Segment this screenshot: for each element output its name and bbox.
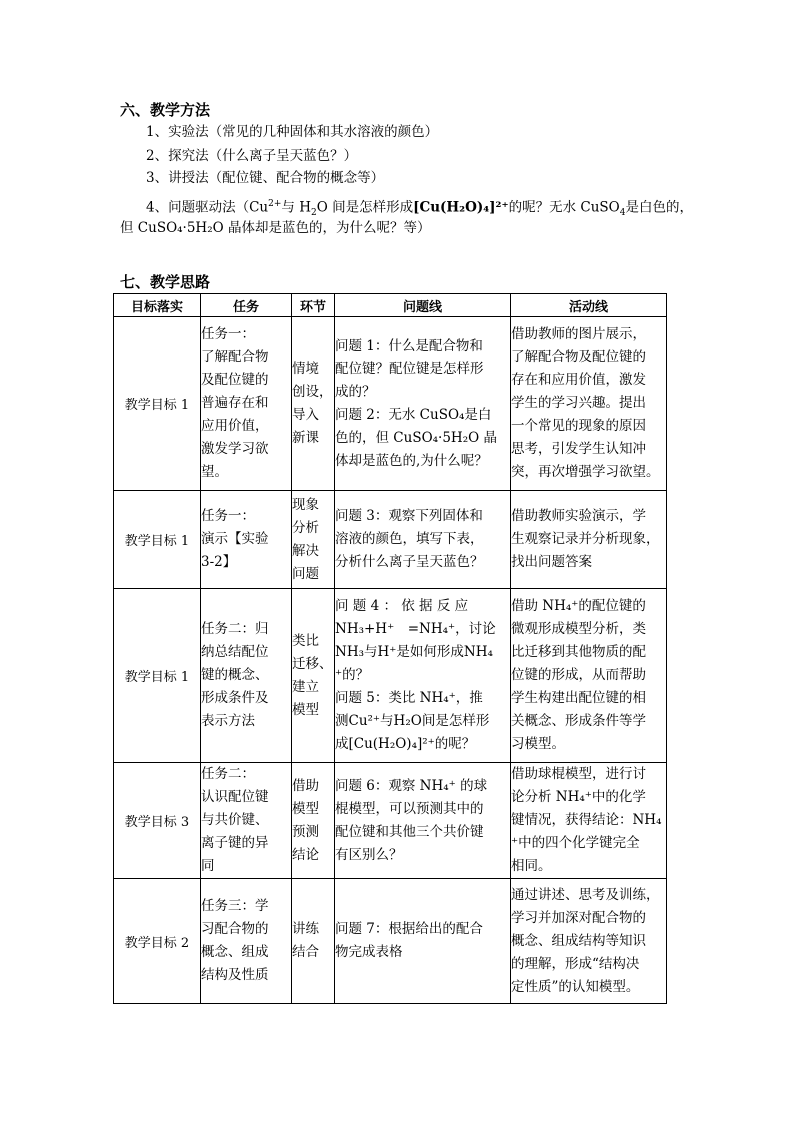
activity-cell-line: 借助教师的图片展示， [511,326,646,342]
method-4-complex: [Cu(H₂O)₄]²⁺ [413,199,509,216]
method-4-sub: 2 [310,208,317,219]
activity-cell-line: 一个常见的现象的原因 [511,418,646,434]
question-cell-line: 色的，但 CuSO₄·5H₂O 晶 [335,429,497,446]
goal-cell: 教学目标 1 [114,589,201,763]
question-cell-line: 分析什么离子呈天蓝色？ [335,554,484,570]
header-task: 任务 [201,294,292,317]
question-cell-line: NH₃与H⁺是如何形成NH₄ [335,644,493,660]
stage-cell-line: 迁移、 [292,655,333,672]
activity-cell-line: 学生的学习兴趣。提出 [511,395,646,411]
stage-cell-line: 类比 [292,632,319,649]
activity-cell-line: 键情况，获得结论：NH₄ [511,812,662,828]
question-cell-line: 问题 6：观察 NH₄⁺ 的球 [335,777,488,794]
activity-cell-line: 的理解，形成“结构决 [511,955,640,972]
method-4-text: 是白色的， [625,199,693,216]
stage-cell [292,491,335,589]
table-row [114,317,667,491]
activity-cell-line: 突，再次增强学习欲望。 [511,464,660,480]
question-cell-line: 配位键？配位键是怎样形 [335,360,484,377]
activity-cell-line: 借助 NH₄⁺的配位键的 [511,598,646,614]
stage-cell-line: 模型 [292,701,319,718]
question-cell-line: 问题 2：无水 CuSO₄是白 [335,406,492,423]
task-cell [201,317,292,491]
task-cell-line: 激发学习欲 [201,441,269,457]
section-7-title: 七、教学思路 [120,273,211,291]
task-cell-line: 结构及性质 [201,967,269,983]
activity-cell-line: 找出问题答案 [511,554,592,570]
stage-cell-line: 建立 [292,678,319,695]
question-cell-line: 成[Cu(H₂O)₄]²⁺的呢？ [335,736,476,752]
question-cell-line: 有区别么？ [335,846,403,863]
task-cell-line: 及配位键的 [201,372,269,388]
stage-cell [292,879,335,1004]
task-cell-line: 了解配合物 [201,349,269,365]
task-cell-line: 认识配位键 [201,789,269,805]
activity-cell-line: 思考，引发学生认知冲 [511,441,646,457]
task-cell-line: 任务二： [201,766,255,782]
activity-cell-line: 学生构建出配位键的相 [511,690,646,706]
task-cell-line: 键的概念、 [201,667,269,683]
stage-cell-line: 讲练 [292,921,319,937]
question-cell-line: 体却是蓝色的,为什么呢？ [335,452,488,469]
question-cell-line: 问题 5：类比 NH₄⁺，推 [335,690,483,706]
task-cell-line: 任务二：归 [201,621,269,637]
stage-cell-line: 问题 [292,565,319,582]
activity-cell-line: 位键的形成，从而帮助 [511,667,646,683]
method-3: 3、讲授法（配位键、配合物的概念等） [146,170,385,186]
activity-cell-line: 微观形成模型分析，类 [511,621,646,637]
stage-cell-line: 结论 [292,846,319,863]
method-4-sup: 2+ [268,199,282,209]
stage-cell [292,763,335,879]
activity-cell [511,763,667,879]
method-4-text: O 间是怎样形成 [316,199,414,216]
question-cell-line: 问题 7：根据给出的配合 [335,921,483,937]
stage-cell-line: 现象 [292,496,319,513]
activity-cell-line: 关概念、形成条件等学 [511,713,646,729]
task-cell-line: 望。 [201,464,228,480]
task-cell-line: 3-2】 [201,554,237,570]
method-2: 2、探究法（什么离子呈天蓝色？） [146,148,358,164]
stage-cell-line: 结合 [292,944,319,960]
activity-cell-line: 相同。 [511,858,552,874]
task-cell [201,589,292,763]
task-cell-line: 任务三：学 [201,898,269,914]
goal-cell: 教学目标 3 [114,763,201,879]
task-cell [201,491,292,589]
question-cell [335,317,511,491]
question-cell-line: 成的？ [335,383,376,400]
activity-cell [511,317,667,491]
activity-cell-line: 借助教师实验演示，学 [511,508,646,524]
stage-cell-line: 导入 [292,406,319,423]
stage-cell [292,317,335,491]
question-cell-line: 测Cu²⁺与H₂O间是怎样形 [335,713,490,729]
question-cell-line: 问题 1：什么是配合物和 [335,337,483,354]
stage-cell-line: 分析 [292,519,319,536]
section-6-title: 六、教学方法 [120,101,211,119]
task-cell-line: 习配合物的 [201,921,269,937]
task-cell-line: 演示【实验 [201,531,269,547]
table-row [114,491,667,589]
task-cell-line: 同 [201,858,215,874]
activity-cell [511,879,667,1004]
task-cell-line: 与共价键、 [201,812,269,828]
activity-cell-line: 借助球棍模型，进行讨 [511,766,646,782]
stage-cell-line: 预测 [292,823,319,840]
question-cell-line: NH₃+H⁺ =NH₄⁺，讨论 [335,621,496,637]
task-cell-line: 应用价值， [201,418,269,434]
activity-cell-line: 通过讲述、思考及训练， [511,886,660,903]
question-cell [335,491,511,589]
stage-cell-line: 借助 [292,777,319,794]
question-cell-line: 棍模型，可以预测其中的 [335,800,484,817]
task-cell-line: 普遍存在和 [201,395,269,411]
activity-cell-line: 论分析 NH₄⁺中的化学 [511,789,646,805]
task-cell [201,763,292,879]
table-row [114,879,667,1004]
stage-cell [292,589,335,763]
stage-cell-line: 模型 [292,800,319,817]
stage-cell-line: 新课 [292,429,319,446]
table-row [114,763,667,879]
activity-cell-line: 学习并加深对配合物的 [511,909,646,926]
task-cell-line: 纳总结配位 [201,644,269,660]
question-cell [335,879,511,1004]
header-activity: 活动线 [511,294,667,317]
question-cell-line: 问 题 4 ： 依 据 反 应 [335,598,469,614]
task-cell-line: 离子键的异 [201,835,269,851]
question-cell-line: 配位键和其他三个共价键 [335,823,484,840]
teaching-plan-table [113,293,667,1004]
table-header-row [114,294,667,317]
method-4-text: 与 H [281,199,311,216]
task-cell-line: 形成条件及 [201,690,269,706]
task-cell-line: 表示方法 [201,713,255,729]
header-goal: 目标落实 [114,294,201,317]
question-cell-line: 溶液的颜色，填写下表， [335,531,484,547]
question-cell [335,589,511,763]
method-4-line-2: 但 CuSO₄·5H₂O 晶体却是蓝色的，为什么呢？等） [120,220,431,236]
table-row [114,589,667,763]
activity-cell-line: 了解配合物及配位键的 [511,349,646,365]
activity-cell [511,491,667,589]
question-cell-line: 问题 3：观察下列固体和 [335,508,483,524]
activity-cell-line: 生观察记录并分析现象， [511,531,660,547]
question-cell [335,763,511,879]
activity-cell-line: 定性质”的认知模型。 [511,978,640,995]
activity-cell [511,589,667,763]
stage-cell-line: 解决 [292,542,319,559]
header-question: 问题线 [335,294,511,317]
task-cell-line: 概念、组成 [201,944,269,960]
method-4-text: 的呢？无水 CuSO [508,199,620,216]
method-4-text: 4、问题驱动法（Cu [146,199,269,216]
goal-cell: 教学目标 1 [114,317,201,491]
activity-cell-line: 比迁移到其他物质的配 [511,644,646,660]
question-cell-line: ⁺的？ [335,667,370,683]
task-cell [201,879,292,1004]
method-4-sub: 4 [619,208,626,219]
method-1: 1、实验法（常见的几种固体和其水溶液的颜色） [146,124,439,140]
stage-cell-line: 创设， [292,383,333,400]
task-cell-line: 任务一： [201,508,255,524]
task-cell-line: 任务一： [201,326,255,342]
activity-cell-line: 概念、组成结构等知识 [511,932,646,949]
stage-cell-line: 情境 [292,360,319,377]
header-stage: 环节 [292,294,335,317]
activity-cell-line: 存在和应用价值，激发 [511,372,646,388]
goal-cell: 教学目标 2 [114,879,201,1004]
activity-cell-line: ⁺中的四个化学键完全 [511,835,640,851]
activity-cell-line: 习模型。 [511,736,565,752]
question-cell-line: 物完成表格 [335,944,403,960]
goal-cell: 教学目标 1 [114,491,201,589]
